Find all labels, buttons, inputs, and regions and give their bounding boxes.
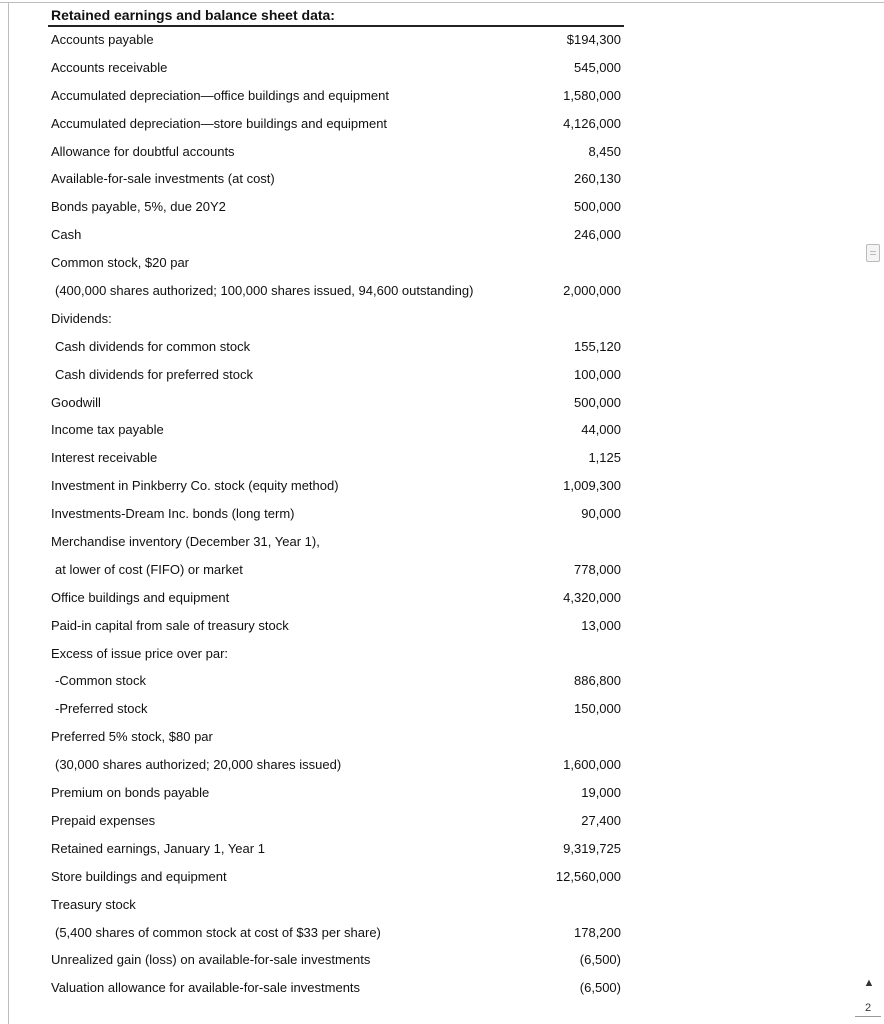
row-label: Preferred 5% stock, $80 par	[51, 729, 213, 745]
row-label: Allowance for doubtful accounts	[51, 143, 235, 159]
table-row	[48, 640, 624, 668]
table-row	[48, 138, 624, 166]
table-row	[48, 110, 624, 138]
row-amount: 100,000	[574, 366, 621, 382]
table-row	[48, 779, 624, 807]
row-label: Paid-in capital from sale of treasury stock	[51, 617, 289, 633]
table-row	[48, 723, 624, 751]
table-row	[48, 556, 624, 584]
table-row	[48, 389, 624, 417]
table-row	[48, 500, 624, 528]
scrollbar-thumb[interactable]	[866, 244, 880, 262]
row-amount: (6,500)	[579, 952, 621, 968]
row-amount: 1,125	[588, 450, 621, 466]
row-label: -Common stock	[55, 673, 147, 689]
row-label: (30,000 shares authorized; 20,000 shares issued)	[55, 757, 342, 773]
table-row	[48, 193, 624, 221]
data-table	[48, 26, 624, 1002]
table-row	[48, 82, 624, 110]
row-amount: 90,000	[581, 506, 621, 522]
table-row	[48, 528, 624, 556]
row-amount: 150,000	[574, 701, 621, 717]
row-label: Merchandise inventory (December 31, Year 1),	[51, 534, 320, 550]
page-number: 2	[855, 1000, 881, 1017]
table-row	[48, 612, 624, 640]
row-label: Premium on bonds payable	[51, 785, 210, 801]
row-label: Unrealized gain (loss) on available-for-sale investments	[51, 952, 371, 968]
row-label: Store buildings and equipment	[51, 868, 227, 884]
table-row	[48, 751, 624, 779]
row-amount: 260,130	[574, 171, 621, 187]
row-amount: 778,000	[574, 561, 621, 577]
row-label: Cash	[51, 227, 82, 243]
table-row	[48, 667, 624, 695]
table-row	[48, 863, 624, 891]
row-label: Available-for-sale investments (at cost)	[51, 171, 275, 187]
row-amount: 500,000	[574, 394, 621, 410]
table-row	[48, 807, 624, 835]
table-row	[48, 416, 624, 444]
table-row	[48, 249, 624, 277]
row-amount: 545,000	[574, 59, 621, 75]
table-row	[48, 54, 624, 82]
row-label: Treasury stock	[51, 896, 136, 912]
row-label: Excess of issue price over par:	[51, 645, 229, 661]
row-amount: 1,580,000	[563, 87, 621, 103]
table-row	[48, 472, 624, 500]
row-label: Cash dividends for preferred stock	[55, 366, 253, 382]
table-row	[48, 695, 624, 723]
row-label: at lower of cost (FIFO) or market	[55, 561, 243, 577]
frame-left-border	[8, 2, 9, 1024]
frame-top-border	[0, 2, 884, 3]
row-amount: 9,319,725	[563, 840, 621, 856]
table-row	[48, 277, 624, 305]
row-amount: 4,320,000	[563, 589, 621, 605]
row-amount: 1,009,300	[563, 478, 621, 494]
table-row	[48, 974, 624, 1002]
table-row	[48, 444, 624, 472]
row-amount: 8,450	[588, 143, 621, 159]
row-amount: 19,000	[581, 785, 621, 801]
row-label: Investments-Dream Inc. bonds (long term)	[51, 506, 295, 522]
row-label: Prepaid expenses	[51, 812, 156, 828]
table-row	[48, 333, 624, 361]
row-amount: 1,600,000	[563, 757, 621, 773]
table-row	[48, 919, 624, 947]
row-label: (5,400 shares of common stock at cost of $33 per share)	[55, 924, 381, 940]
row-label: Bonds payable, 5%, due 20Y2	[51, 199, 226, 215]
row-label: Retained earnings, January 1, Year 1	[51, 840, 265, 856]
row-label: Accumulated depreciation—office buildings and equipment	[51, 87, 389, 103]
row-amount: 500,000	[574, 199, 621, 215]
page-up-arrow-icon[interactable]: ▲	[863, 977, 875, 989]
row-label: -Preferred stock	[55, 701, 148, 717]
table-title: Retained earnings and balance sheet data:	[51, 7, 335, 23]
row-label: Dividends:	[51, 310, 112, 326]
row-amount: 44,000	[581, 422, 621, 438]
row-label: Goodwill	[51, 394, 101, 410]
row-label: Accumulated depreciation—store buildings and equipment	[51, 115, 388, 131]
row-label: Common stock, $20 par	[51, 255, 190, 271]
table-row	[48, 835, 624, 863]
row-label: Office buildings and equipment	[51, 589, 230, 605]
row-label: Interest receivable	[51, 450, 158, 466]
row-amount: 155,120	[574, 338, 621, 354]
row-label: Valuation allowance for available-for-sale investments	[51, 980, 361, 996]
table-row	[48, 361, 624, 389]
table-row	[48, 946, 624, 974]
row-amount: 4,126,000	[563, 115, 621, 131]
row-label: Investment in Pinkberry Co. stock (equity method)	[51, 478, 339, 494]
row-amount: (6,500)	[579, 980, 621, 996]
row-amount: 12,560,000	[555, 868, 621, 884]
row-label: Cash dividends for common stock	[55, 338, 251, 354]
table-row	[48, 305, 624, 333]
row-amount: 27,400	[581, 812, 621, 828]
row-amount: 178,200	[574, 924, 621, 940]
row-label: Income tax payable	[51, 422, 164, 438]
row-label: Accounts receivable	[51, 59, 168, 75]
table-row	[48, 165, 624, 193]
table-row	[48, 584, 624, 612]
row-amount: 246,000	[574, 227, 621, 243]
row-label: Accounts payable	[51, 32, 154, 47]
row-amount: 13,000	[581, 617, 621, 633]
row-amount: 2,000,000	[563, 283, 621, 299]
row-amount: $194,300	[566, 32, 621, 47]
table-row	[48, 891, 624, 919]
table-row	[48, 221, 624, 249]
row-amount: 886,800	[574, 673, 621, 689]
table-row	[48, 26, 624, 54]
row-label: (400,000 shares authorized; 100,000 shares issued, 94,600 outstanding)	[55, 283, 474, 299]
